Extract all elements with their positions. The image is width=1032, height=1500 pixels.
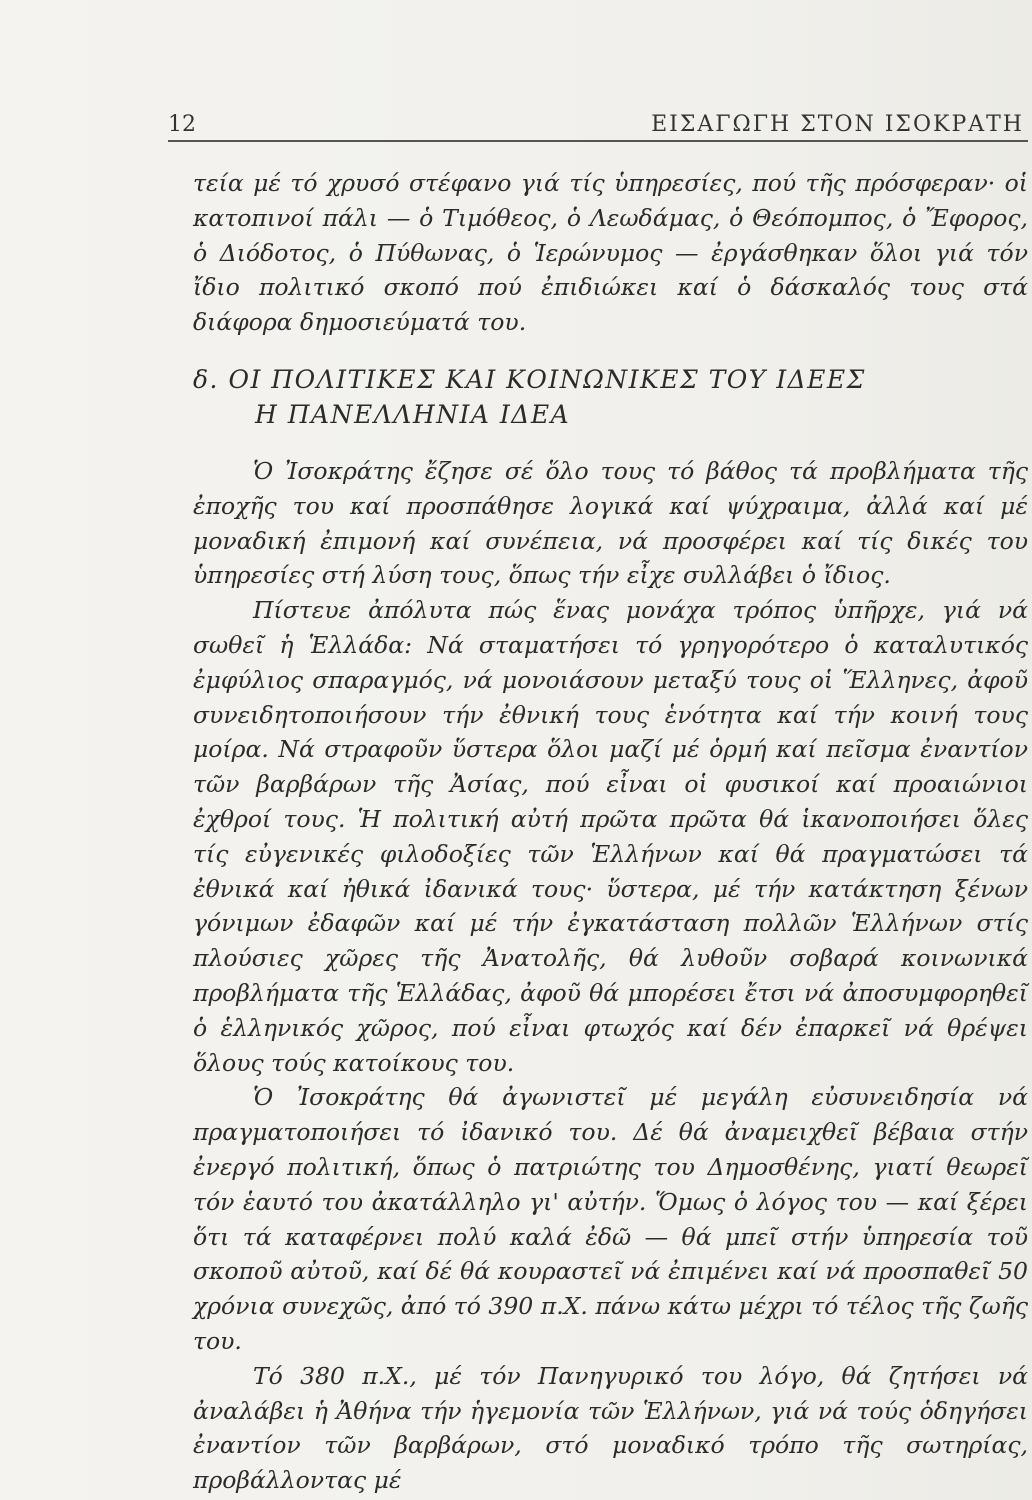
paragraph: Ὁ Ἰσοκράτης ἔζησε σέ ὅλο τους τό βάθος τά προβλήματα τῆς ἐποχῆς του καί προσπάθησε λογικά καί ψύχραιμα, ἀλλά καί μέ μοναδική ἐπιμονή καί συνέπεια, νά προσφέρει καί τίς δικές του ὑπηρεσίες στή λύση τους, ὅπως τήν εἶχε συλλάβει ὁ ἴδιος.: [193, 456, 1028, 590]
body-text: [193, 166, 1028, 1498]
intro-paragraph: τεία μέ τό χρυσό στέφανο γιά τίς ὑπηρεσίες, πού τῆς πρόσφεραν· οἱ κατοπινοί πάλι — ὁ Τιμόθεος, ὁ Λεωδάμας, ὁ Θεόπομπος, ὁ Ἔφορος, ὁ Διόδοτος, ὁ Πύθωνας, ὁ Ἱερώνυμος — ἐργάσθηκαν ὅλοι γιά τόν ἴδιο πολιτικό σκοπό πού ἐπιδιώκει καί ὁ δάσκαλός τους στά διάφορα δημοσιεύματά του.: [193, 169, 1028, 337]
page-number: 12: [168, 112, 196, 137]
section-heading-line2: Η ΠΑΝΕΛΛΗΝΙΑ ΙΔΕΑ: [255, 399, 571, 429]
heading-spacer: [193, 432, 1028, 454]
section-heading: [193, 362, 1028, 432]
section-heading-line1: δ. ΟΙ ΠΟΛΙΤΙΚΕΣ ΚΑΙ ΚΟΙΝΩΝΙΚΕΣ ΤΟΥ ΙΔΕΕΣ: [193, 364, 866, 394]
paragraph: Τό 380 π.Χ., μέ τόν Πανηγυρικό του λόγο, θά ζητήσει νά ἀναλάβει ἡ Ἀθήνα τήν ἡγεμονία τῶν Ἑλλήνων, γιά νά τούς ὁδηγήσει ἐναντίον τῶν βαρβάρων, στό μοναδικό τρόπο τῆς σωτηρίας, προβάλλοντας μέ: [193, 1361, 1028, 1495]
paragraph: Πίστευε ἀπόλυτα πώς ἕνας μονάχα τρόπος ὑπῆρχε, γιά νά σωθεῖ ἡ Ἑλλάδα: Νά σταματήσει τό γρηγορότερο ὁ καταλυτικός ἐμφύλιος σπαραγμός, νά μονοιάσουν μεταξύ τους οἱ Ἕλληνες, ἀφοῦ συνειδητοποιήσουν τήν ἐθνική τους ἑνότητα καί τήν κοινή τους μοίρα. Νά στραφοῦν ὕστερα ὅλοι μαζί μέ ὁρμή καί πεῖσμα ἐναντίον τῶν βαρβάρων τῆς Ἀσίας, πού εἶναι οἱ φυσικοί καί προαιώνιοι ἐχθροί τους. Ἡ πολιτική αὐτή πρῶτα πρῶτα θά ἱκανοποιήσει ὅλες τίς εὐγενικές φιλοδοξίες τῶν Ἑλλήνων καί θά πραγματώσει τά ἐθνικά καί ἠθικά ἰδανικά τους· ὕστερα, μέ τήν κατάκτηση ξένων γόνιμων ἐδαφῶν καί μέ τήν ἐγκατάσταση πολλῶν Ἑλλήνων στίς πλούσιες χῶρες τῆς Ἀνατολῆς, θά λυθοῦν σοβαρά κοινωνικά προβλήματα τῆς Ἑλλάδας, ἀφοῦ θά μπορέσει ἔτσι νά ἀποσυμφορηθεῖ ὁ ἑλληνικός χῶρος, πού εἶναι φτωχός καί δέν ἐπαρκεῖ νά θρέψει ὅλους τούς κατοίκους του.: [193, 596, 1028, 1077]
paragraph: Ὁ Ἰσοκράτης θά ἀγωνιστεῖ μέ μεγάλη εὐσυνειδησία νά πραγματοποιήσει τό ἰδανικό του. Δέ θά ἀναμειχθεῖ βέβαια στήν ἐνεργό πολιτική, ὅπως ὁ πατριώτης του Δημοσθένης, γιατί θεωρεῖ τόν ἑαυτό του ἀκατάλληλο γι' αὐτήν. Ὅμως ὁ λόγος του — καί ξέρει ὅτι τά καταφέρνει πολύ καλά ἐδῶ — θά μπεῖ στήν ὑπηρεσία τοῦ σκοποῦ αὐτοῦ, καί δέ θά κουραστεῖ νά ἐπιμένει καί νά προσπαθεῖ 50 χρόνια συνεχῶς, ἀπό τό 390 π.Χ. πάνω κάτω μέχρι τό τέλος τῆς ζωῆς του.: [193, 1083, 1028, 1355]
running-head: ΕΙΣΑΓΩΓΗ ΣΤΟΝ ΙΣΟΚΡΑΤΗ: [651, 112, 1024, 137]
page-header: [168, 112, 1032, 142]
header-rule: [168, 140, 1028, 142]
